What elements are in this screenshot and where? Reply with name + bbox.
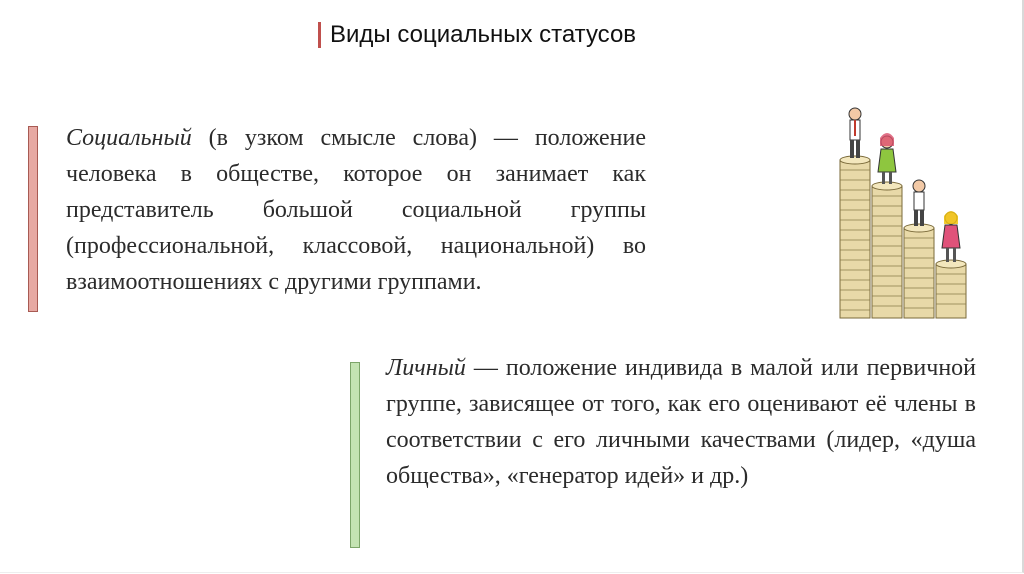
social-status-term: Социальный [66, 125, 192, 151]
person-2 [878, 133, 896, 184]
social-status-marker [28, 126, 38, 312]
social-status-text: (в узком смысле слова) — положение человека в обществе, которое он занимает как представитель большой социальной группы (профессиональной, классовой, национальной) во взаимоотношениях с другими группами. [66, 125, 646, 295]
personal-status-text: — положение индивида в малой или первичной группе, зависящее от того, как его оценивают её члены в соответствии с его личными качествами (лидер, «душа общества», «генератор идей» и др.) [386, 355, 976, 489]
social-status-definition [66, 120, 646, 300]
title-accent-bar [318, 22, 321, 48]
person-4 [942, 211, 960, 262]
people-on-coin-stacks-icon [828, 100, 978, 325]
personal-status-term: Личный [386, 355, 466, 381]
personal-status-definition [386, 350, 976, 494]
slide-title: Виды социальных статусов [330, 21, 637, 48]
coin-stack-3 [904, 224, 934, 318]
person-3 [913, 180, 925, 226]
coin-stack-4 [936, 260, 966, 318]
person-1 [849, 108, 861, 158]
personal-status-marker [350, 362, 360, 548]
coin-stack-1 [840, 156, 870, 318]
coin-stack-2 [872, 182, 902, 318]
